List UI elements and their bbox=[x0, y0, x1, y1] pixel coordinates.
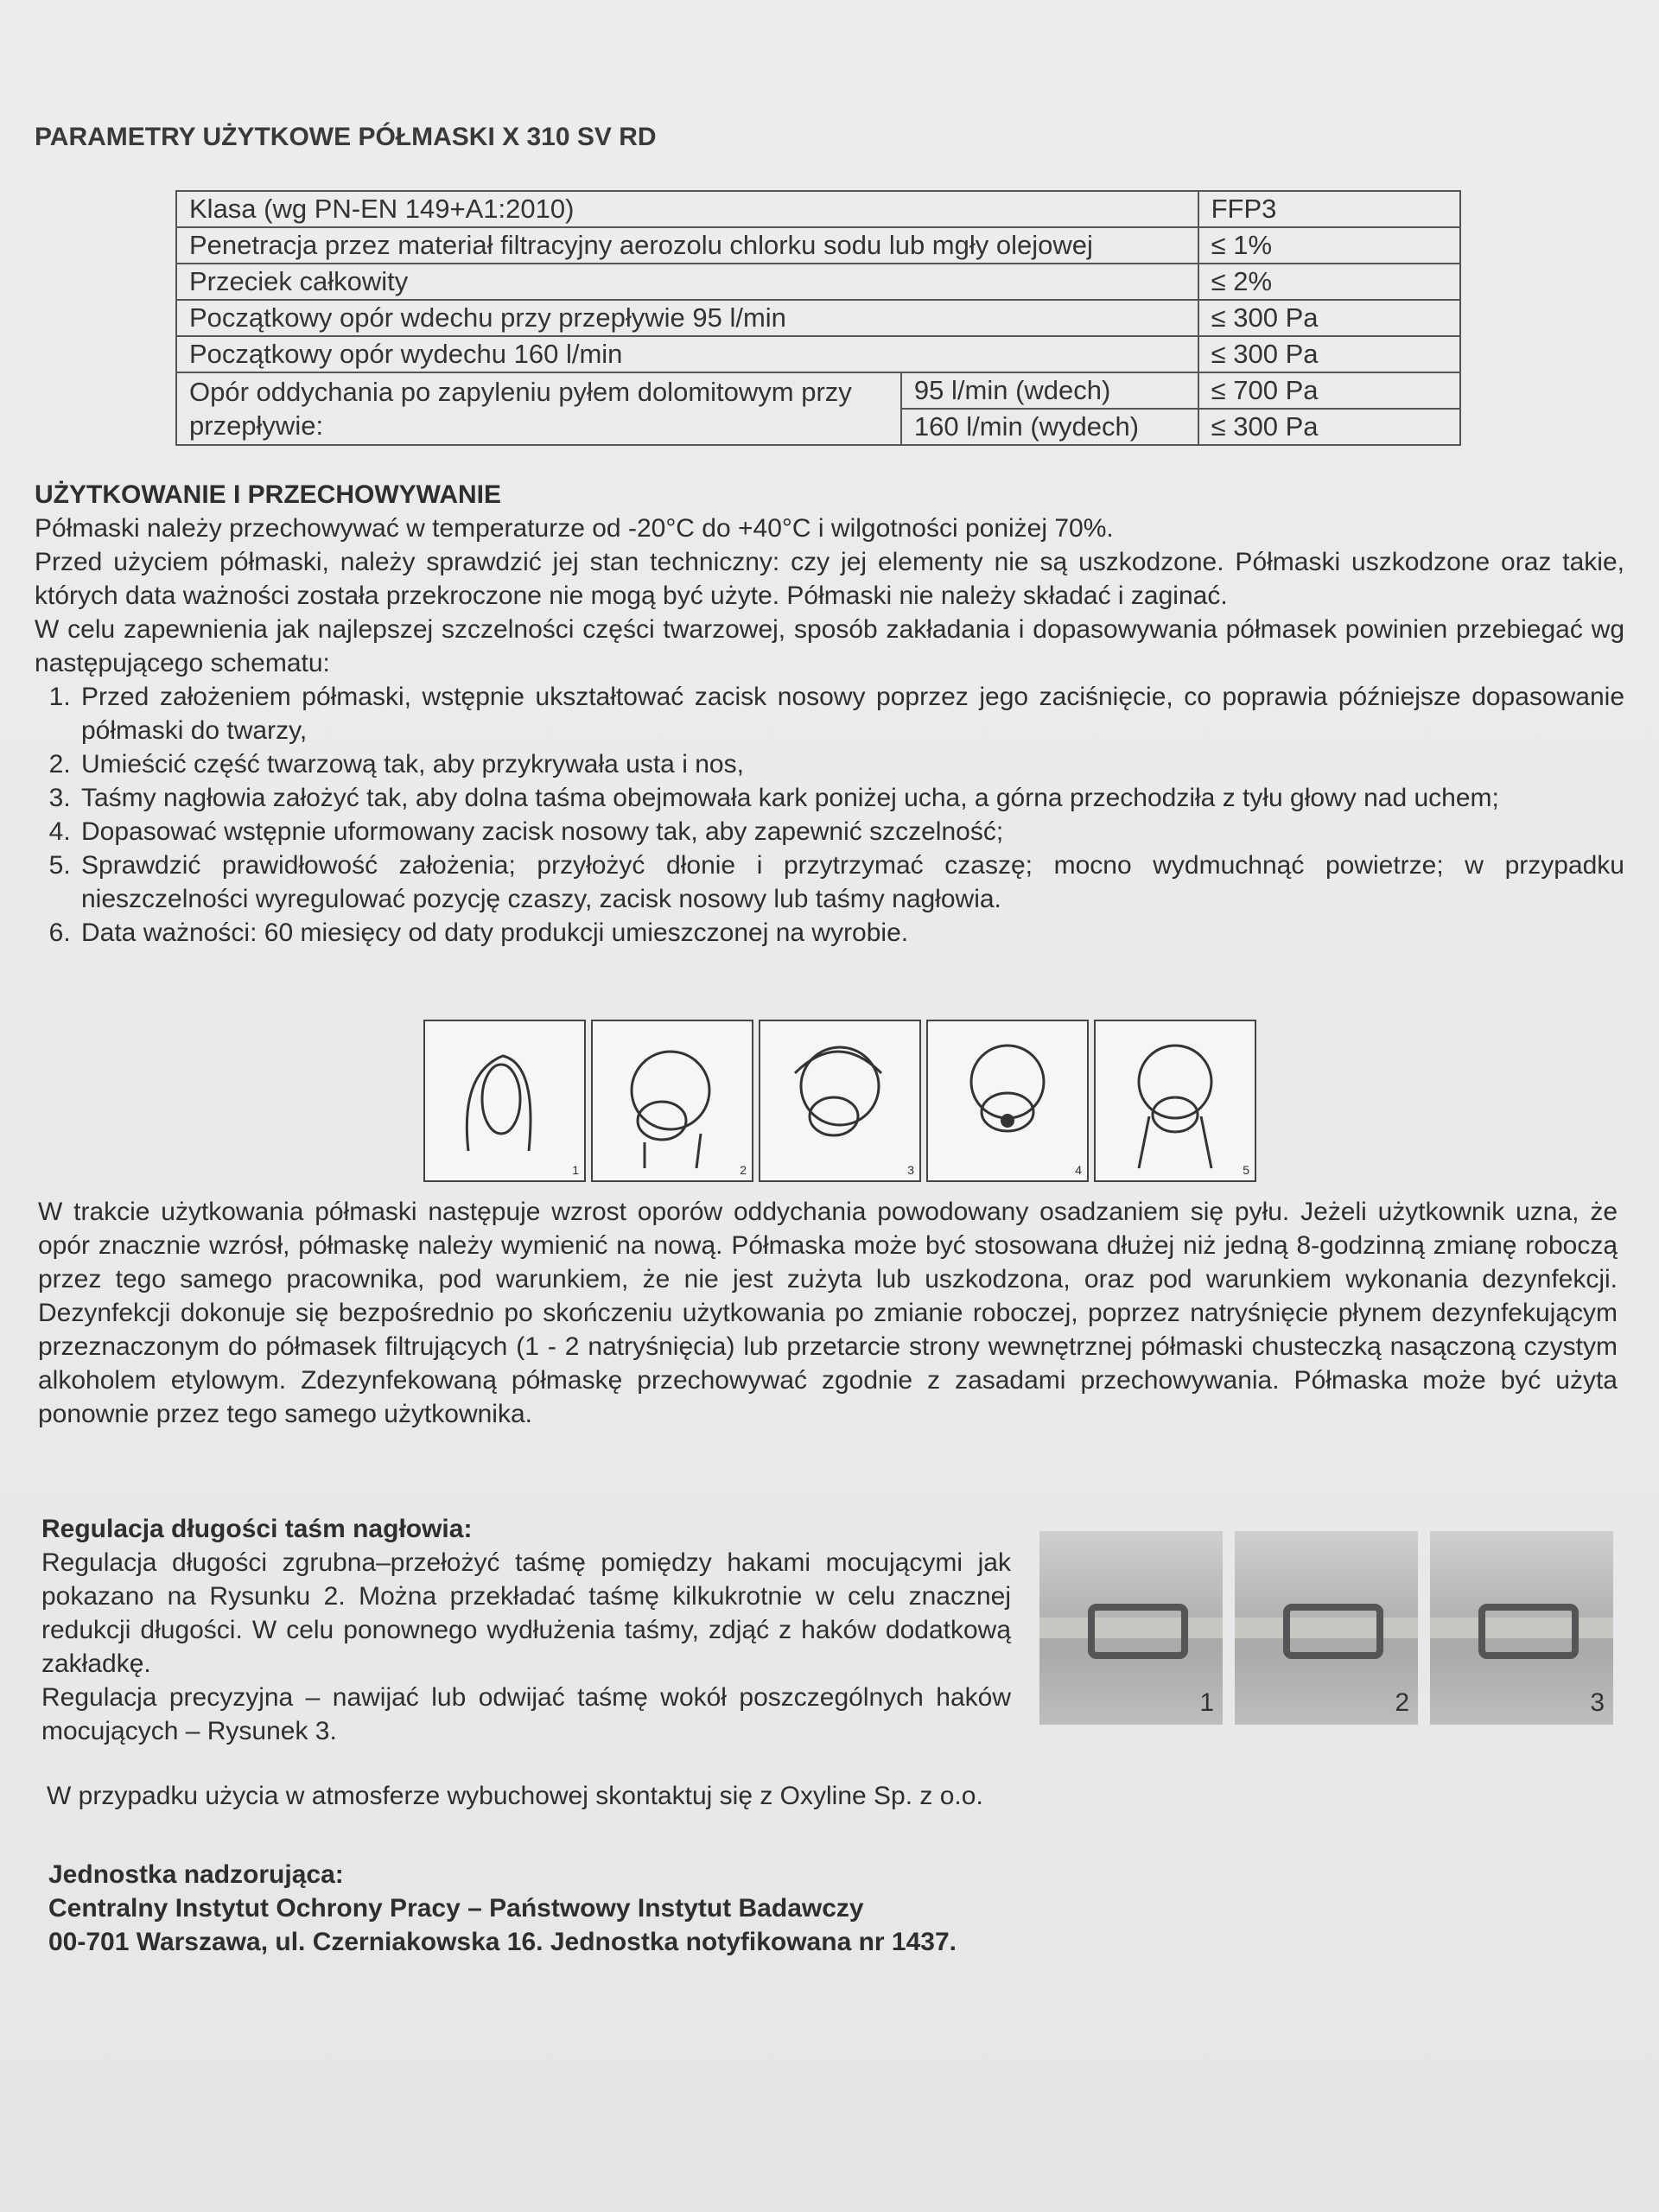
strap-regulation-section bbox=[41, 1512, 1011, 1748]
section-heading: Regulacja długości taśm nagłowia: bbox=[41, 1515, 473, 1543]
param-value: FFP3 bbox=[1198, 191, 1460, 227]
param-value: ≤ 300 Pa bbox=[1198, 409, 1460, 445]
steps-list bbox=[35, 680, 1624, 950]
illustration-mask-fitting: 3 bbox=[759, 1020, 921, 1182]
table-row bbox=[176, 372, 1460, 409]
section-heading: UŻYTKOWANIE I PRZECHOWYWANIE bbox=[35, 480, 501, 509]
paragraph: W celu zapewnienia jak najlepszej szczelności części twarzowej, sposób zakładania i dopasowywania półmasek powinien przebiegać wg następującego schematu: bbox=[35, 615, 1624, 677]
param-label: Klasa (wg PN-EN 149+A1:2010) bbox=[176, 191, 1198, 227]
param-value: ≤ 1% bbox=[1198, 227, 1460, 264]
table-row bbox=[176, 336, 1460, 372]
paragraph: Półmaski należy przechowywać w temperaturze od -20°C do +40°C i wilgotności poniżej 70%. bbox=[35, 514, 1114, 543]
fitting-illustrations bbox=[423, 1020, 1256, 1182]
illustration-mask-fitting: 5 bbox=[1094, 1020, 1256, 1182]
notified-body bbox=[48, 1858, 957, 1959]
face-mask-icon bbox=[928, 1021, 1087, 1180]
document-title: PARAMETRY UŻYTKOWE PÓŁMASKI X 310 SV RD bbox=[35, 123, 657, 151]
list-item: 5. Sprawdzić prawidłowość założenia; przyłożyć dłonie i przytrzymać czaszę; mocno wydmuchnąć powietrze; w przypadku nieszczelności wyregulować pozycję czaszy, zacisk nosowy lub taśmy nagłowia. bbox=[78, 849, 1624, 916]
table-row bbox=[176, 191, 1460, 227]
paragraph: Regulacja precyzyjna – nawijać lub odwijać taśmę wokół poszczególnych haków mocujących – Rysunek 3. bbox=[41, 1683, 1011, 1745]
explosive-atmosphere-note: W przypadku użycia w atmosferze wybuchowej skontaktuj się z Oxyline Sp. z o.o. bbox=[47, 1782, 983, 1810]
param-label: Penetracja przez materiał filtracyjny aerozolu chlorku sodu lub mgły olejowej bbox=[176, 227, 1198, 264]
paragraph: Regulacja długości zgrubna–przełożyć taśmę pomiędzy hakami mocującymi jak pokazano na Rysunku 2. Można przekładać taśmę kilkukrotnie w celu znacznej redukcji długości. W celu ponownego wydłużenia taśmy, zdjąć z haków dodatkową zakładkę. bbox=[41, 1548, 1011, 1678]
param-label: Opór oddychania po zapyleniu pyłem dolomitowym przy przepływie: bbox=[176, 372, 901, 445]
strap-photos bbox=[1039, 1531, 1613, 1725]
strap-hook-photo: 1 bbox=[1039, 1531, 1223, 1725]
list-item: 1. Przed założeniem półmaski, wstępnie ukształtować zacisk nosowy poprzez jego zaciśnięcie, co poprawia późniejsze dopasowanie półmaski do twarzy, bbox=[78, 680, 1624, 747]
param-value: ≤ 700 Pa bbox=[1198, 372, 1460, 409]
param-value: ≤ 2% bbox=[1198, 264, 1460, 300]
face-mask-icon bbox=[760, 1021, 919, 1180]
strap-hook-photo: 2 bbox=[1235, 1531, 1418, 1725]
illustration-mask-fitting: 1 bbox=[423, 1020, 586, 1182]
param-sub: 95 l/min (wdech) bbox=[901, 372, 1198, 409]
table-row bbox=[176, 227, 1460, 264]
strap-hook-photo: 3 bbox=[1430, 1531, 1613, 1725]
illustration-mask-fitting: 4 bbox=[926, 1020, 1089, 1182]
list-item: 2. Umieścić część twarzową tak, aby przykrywała usta i nos, bbox=[78, 747, 1624, 781]
paragraph: Przed użyciem półmaski, należy sprawdzić jej stan techniczny: czy jej elementy nie są uszkodzone. Półmaski uszkodzone oraz takie, których data ważności została przekroczone nie mogą być użyte. Półmaski nie należy składać i zaginać. bbox=[35, 548, 1624, 610]
footer-line: Jednostka nadzorująca: bbox=[48, 1860, 344, 1889]
parameters-table bbox=[175, 190, 1461, 446]
footer-line: Centralny Instytut Ochrony Pracy – Państwowy Instytut Badawczy bbox=[48, 1894, 864, 1923]
face-mask-icon bbox=[1096, 1021, 1255, 1180]
param-value: ≤ 300 Pa bbox=[1198, 300, 1460, 336]
face-mask-icon bbox=[425, 1021, 584, 1180]
list-item: 3. Taśmy nagłowia założyć tak, aby dolna taśma obejmowała kark poniżej ucha, a górna przechodziła z tyłu głowy nad uchem; bbox=[78, 781, 1624, 815]
param-value: ≤ 300 Pa bbox=[1198, 336, 1460, 372]
list-item: 4. Dopasować wstępnie uformowany zacisk nosowy tak, aby zapewnić szczelność; bbox=[78, 815, 1624, 849]
table-row bbox=[176, 264, 1460, 300]
list-item: 6. Data ważności: 60 miesięcy od daty produkcji umieszczonej na wyrobie. bbox=[78, 916, 1624, 950]
footer-line: 00-701 Warszawa, ul. Czerniakowska 16. Jednostka notyfikowana nr 1437. bbox=[48, 1928, 957, 1956]
param-label: Przeciek całkowity bbox=[176, 264, 1198, 300]
face-mask-icon bbox=[593, 1021, 752, 1180]
param-label: Początkowy opór wydechu 160 l/min bbox=[176, 336, 1198, 372]
usage-section bbox=[35, 478, 1624, 950]
table-row bbox=[176, 300, 1460, 336]
param-label: Początkowy opór wdechu przy przepływie 95 l/min bbox=[176, 300, 1198, 336]
paragraph: W trakcie użytkowania półmaski następuje wzrost oporów oddychania powodowany osadzaniem się pyłu. Jeżeli użytkownik uzna, że opór znacznie wzrósł, półmaskę należy wymienić na nową. Półmaska może być stosowana dłużej niż jedną 8-godzinną zmianę roboczą przez tego samego pracownika, pod warunkiem, że nie jest zużyta lub uszkodzona, oraz pod warunkiem wykonania dezynfekcji. Dezynfekcji dokonuje się bezpośrednio po skończeniu użytkowania po zmianie roboczej, poprzez natryśnięcie płynem dezynfekującym przeznaczonym do półmasek filtrujących (1 - 2 natryśnięcia) lub przetarcie strony wewnętrznej półmaski chusteczką nasączoną czystym alkoholem etylowym. Zdezynfekowaną półmaskę przechowywać zgodnie z zasadami przechowywania. Półmaska może być użyta ponownie przez tego samego użytkownika. bbox=[38, 1198, 1618, 1428]
illustration-mask-fitting: 2 bbox=[591, 1020, 753, 1182]
param-sub: 160 l/min (wydech) bbox=[901, 409, 1198, 445]
